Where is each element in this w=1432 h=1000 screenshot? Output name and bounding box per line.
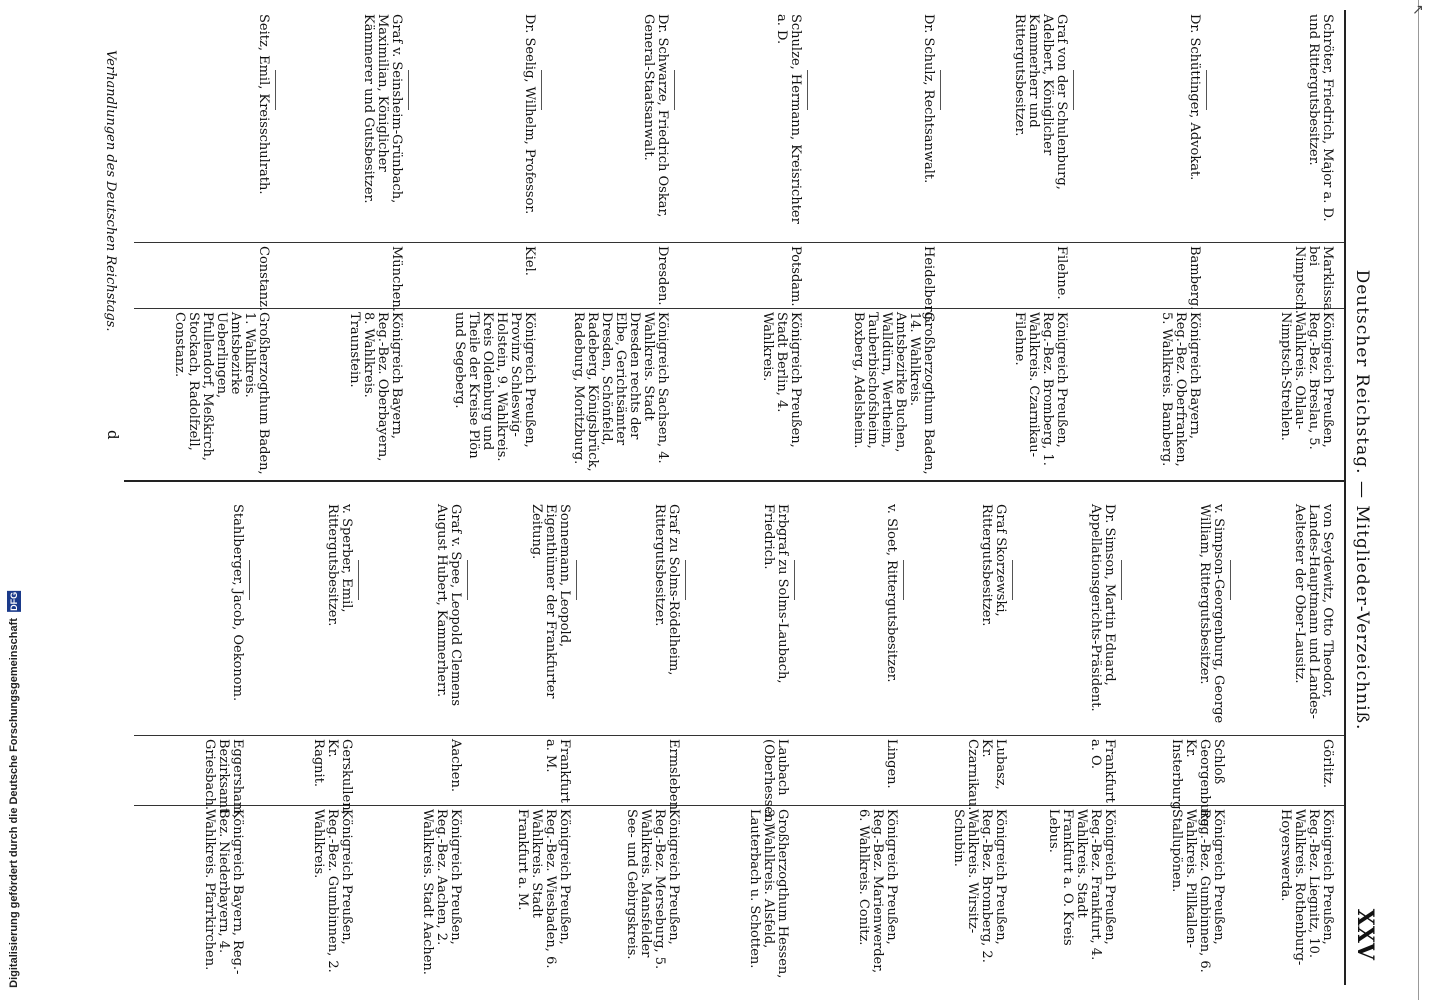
- member-residence: Frankfurt a. O.: [1088, 739, 1117, 803]
- member-residence: München.: [389, 246, 404, 312]
- member-name: v. Simpson-Georgenburg, George William, Rittergutsbesitzer.: [1197, 504, 1226, 724]
- member-name: Graf v. Spee, Leopold Clemens August Hubert, Kammerherr.: [434, 504, 463, 707]
- member-residence: Constanz.: [256, 246, 271, 312]
- member-name: Dr. Simson, Martin Eduard, Appellationsgerichts-Präsident.: [1088, 504, 1117, 712]
- member-name: v. Sloet, Rittergutsbesitzer.: [884, 504, 899, 683]
- page-header-title: Deutscher Reichstag. — Mitglieder-Verzeichniß.: [1352, 269, 1372, 731]
- member-district: Königreich Preußen, Reg.-Bez. Breslau, 5. Wahlkreis. Ohlau-Nimptsch-Strehlen.: [1278, 312, 1335, 450]
- member-residence: Lubasz, Kr. Czarnikau.: [965, 739, 1008, 811]
- member-district: Königreich Preußen, Reg.-Bez. Bromberg, 2. Wahlkreis. Wirsitz-Schubin.: [951, 809, 1008, 963]
- member-district: Königreich Bayern, Reg.-Bez. Oberfranken, 5. Wahlkreis. Bamberg.: [1159, 312, 1202, 467]
- member-name: Dr. Schulz, Rechtsanwalt.: [921, 14, 936, 184]
- member-name: Erbgraf zu Solms-Laubach, Friedrich.: [761, 504, 790, 684]
- member-residence: Schloß Georgenburg, Kr. Insterburg.: [1169, 739, 1226, 831]
- member-district: Königreich Preußen, Reg.-Bez. Marienwerder, 6. Wahlkreis. Conitz.: [856, 809, 899, 974]
- dfg-logo-icon: DFG: [9, 592, 19, 612]
- member-residence: Aachen.: [448, 739, 463, 792]
- member-district: Großherzogthum Hessen, 3. Wahlkreis. Alsfeld, Lauterbach u. Schotten.: [747, 809, 790, 979]
- row-separator: [1012, 560, 1013, 600]
- document-page: [50, 10, 1380, 990]
- member-residence: Potsdam.: [788, 246, 803, 307]
- member-district: Königreich Preußen, Stadt Berlin, 4. Wahlkreis.: [760, 312, 803, 448]
- row-separator: [249, 560, 250, 600]
- row-separator: [794, 560, 795, 600]
- row-separator: [1230, 560, 1231, 600]
- member-name: Dr. Schwarze, Friedrich Oskar, General-Staatsanwalt.: [641, 14, 670, 218]
- member-name: v. Sperber, Emil, Rittergutsbesitzer.: [325, 504, 354, 627]
- column-divider: [134, 308, 1344, 309]
- header-rule: [1344, 10, 1346, 985]
- funding-note: [2, 592, 26, 988]
- member-district: Königreich Bayern, Reg.-Bez. Niederbayern, 4. Wahlkreis. Pfarrkirchen.: [202, 809, 245, 975]
- member-name: Graf Skorzewski, Rittergutsbesitzer.: [979, 504, 1008, 627]
- row-separator: [807, 70, 808, 110]
- column-divider: [124, 480, 1344, 482]
- member-district: Großherzogthum Baden, 14. Wahlkreis. Amtsbezirke Buchen, Walldürn, Wertheim, Tauberbischofsheim, Boxberg, Adelsheim.: [851, 312, 936, 475]
- member-residence: Dresden.: [655, 246, 670, 306]
- row-separator: [541, 70, 542, 110]
- member-residence: Ermsleben.: [666, 739, 681, 815]
- scan-edge: [1418, 0, 1419, 1000]
- member-residence: Görlitz.: [1320, 739, 1335, 788]
- row-separator: [1206, 70, 1207, 110]
- member-residence: Gerskullen, Kr. Ragnit.: [311, 739, 354, 815]
- member-residence: Laubach (Oberhessen).: [761, 739, 790, 832]
- row-separator: [1121, 560, 1122, 600]
- member-name: Dr. Seelig, Wilhelm, Professor.: [522, 14, 537, 215]
- member-name: Stahlberger, Jacob, Oekonom.: [230, 504, 245, 702]
- row-separator: [685, 560, 686, 600]
- member-district: Königreich Preußen, Reg.-Bez. Bromberg, 1. Wahlkreis. Czarnikau-Filehne.: [1012, 312, 1069, 466]
- member-residence: Kiel.: [522, 246, 537, 276]
- page-number: XXV: [1352, 908, 1378, 960]
- row-separator: [674, 70, 675, 110]
- member-district: Königreich Preußen, Reg.-Bez. Aachen, 2. Wahlkreis. Stadt Aachen.: [420, 809, 463, 975]
- member-residence: Marklissa bei Nimptsch.: [1292, 246, 1335, 314]
- member-district: Königreich Preußen, Reg.-Bez. Wiesbaden, 6. Wahlkreis. Stadt Frankfurt a. M.: [515, 809, 572, 969]
- column-divider: [134, 735, 1344, 736]
- row-separator: [940, 70, 941, 110]
- member-name: Seitz, Emil, Kreisschulrath.: [256, 14, 271, 195]
- member-residence: Heidelberg.: [921, 246, 936, 325]
- row-separator: [275, 70, 276, 110]
- funding-text: Digitalisierung gefördert durch die Deutsche Forschungsgemeinschaft: [8, 618, 20, 988]
- member-name: Graf von der Schulenburg, Adelbert, Königlicher Kammerherr und Rittergutsbesitzer.: [1012, 14, 1069, 190]
- member-district: Königreich Preußen, Reg.-Bez. Gumbinnen, 6. Wahlkreis. Pillkallen-Stallupönen.: [1169, 809, 1226, 973]
- member-residence: Frankfurt a. M.: [543, 739, 572, 803]
- member-name: von Seydewitz, Otto Theodor, Landes-Hauptmann und Landes-Aeltester der Ober-Lausitz.: [1292, 504, 1335, 719]
- member-residence: Eggersham, Bezirksamt Griesbach.: [202, 739, 245, 819]
- member-district: Königreich Preußen, Reg.-Bez. Liegnitz, 10. Wahlkreis. Rothenburg-Hoyerswerda.: [1278, 809, 1335, 966]
- member-district: Königreich Preußen, Reg.-Bez. Gumbinnen, 2. Wahlkreis.: [311, 809, 354, 973]
- member-district: Königreich Sachsen, 4. Wahlkreis. Stadt Dresden rechts der Elbe, Gerichtsämter Dresden, Schönfeld, Radeberg, Königsbrück, Radeburg, Moritzburg.: [571, 312, 670, 472]
- row-separator: [903, 560, 904, 600]
- member-district: Großherzogthum Baden, 1. Wahlkreis. Amtsbezirke Ueberlingen, Pfullendorf, Meßkirch, Stockach, Radolfzell, Constanz.: [172, 312, 271, 475]
- member-residence: Filehne.: [1054, 246, 1069, 300]
- page-footer: Verhandlungen des Deutschen Reichstags.: [103, 50, 118, 332]
- column-divider: [134, 242, 1344, 243]
- member-name: Dr. Schüttinger, Advokat.: [1187, 14, 1202, 181]
- row-separator: [358, 560, 359, 600]
- member-residence: Bamberg.: [1187, 246, 1202, 311]
- member-name: Sonnemann, Leopold, Eigenthümer der Frankfurter Zeitung.: [529, 504, 572, 699]
- member-district: Königreich Preußen, Provinz Schleswig-Holstein, 9. Wahlkreis. Kreis Oldenburg und Theile der Kreise Plön und Segeberg.: [452, 312, 537, 462]
- member-name: Graf zu Solms-Rödelheim, Rittergutsbesitzer.: [652, 504, 681, 676]
- member-name: Graf v. Seinsheim-Grünbach, Maximilian, Königlicher Kämmerer und Gutsbesitzer.: [361, 14, 404, 204]
- member-district: Königreich Bayern, Reg.-Bez. Oberbayern, 8. Wahlkreis. Traunstein.: [347, 312, 404, 462]
- corner-arrow-icon: ↗: [1412, 2, 1424, 18]
- member-name: Schulze, Hermann, Kreisrichter a. D.: [774, 14, 803, 224]
- column-divider: [134, 805, 1344, 806]
- member-residence: Lingen.: [884, 739, 899, 789]
- row-separator: [408, 70, 409, 110]
- row-separator: [1073, 70, 1074, 110]
- signature-mark: d: [104, 430, 122, 440]
- row-separator: [576, 560, 577, 600]
- member-district: Königreich Preußen, Reg.-Bez. Merseburg, 5. Wahlkreis. Mansfelder See- und Gebirgskreis.: [624, 809, 681, 970]
- member-district: Königreich Preußen, Reg.-Bez. Frankfurt, 4. Wahlkreis. Stadt Frankfurt a. O. Kreis Lebus.: [1046, 809, 1117, 961]
- row-separator: [467, 560, 468, 600]
- member-name: Schröter, Friedrich, Major a. D. und Rittergutsbesitzer.: [1306, 14, 1335, 222]
